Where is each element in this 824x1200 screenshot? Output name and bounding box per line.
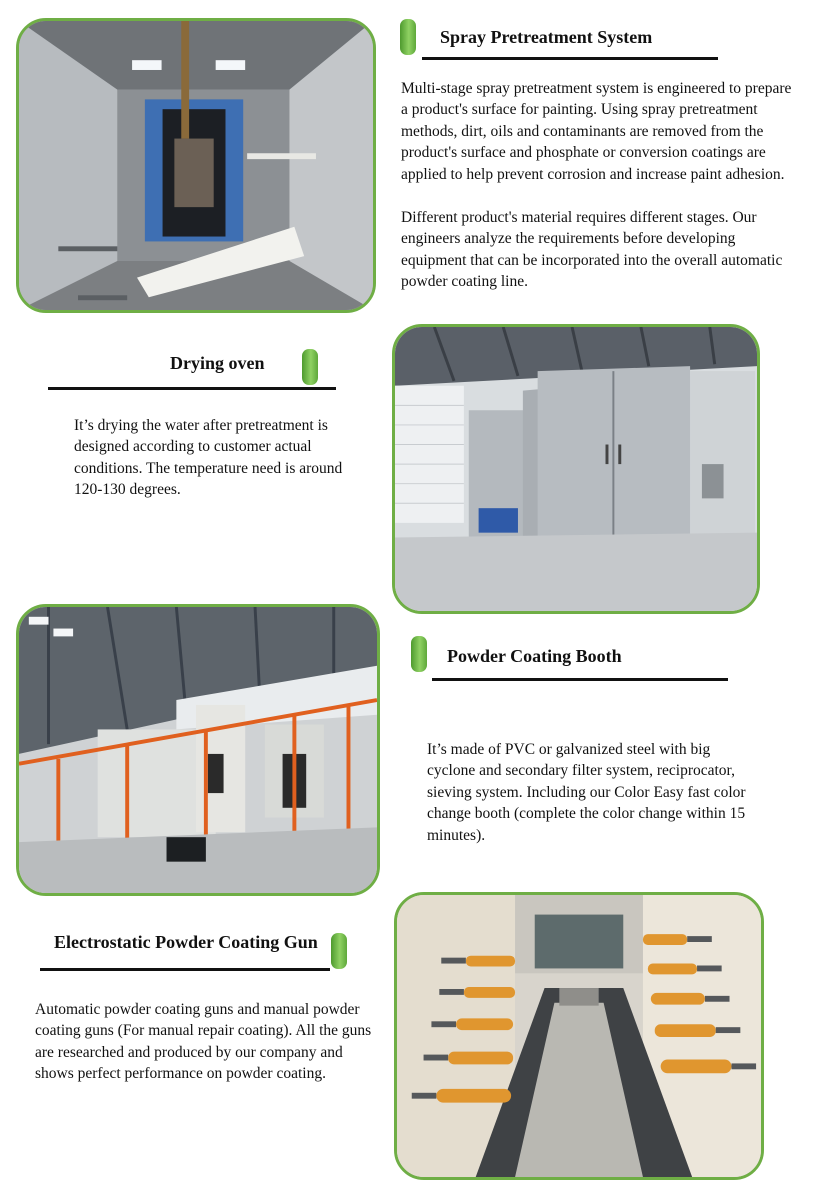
powder-coating-gun-rule [40,968,330,971]
drying-oven-marker [302,349,318,385]
powder-coating-gun-title: Electrostatic Powder Coating Gun [54,932,318,952]
powder-coating-booth-marker [411,636,427,672]
powder-coating-booth-title: Powder Coating Booth [447,646,622,666]
spray-pretreatment-text-1: Multi-stage spray pretreatment system is engineered to prepare a product's surface for painting. Using spray pretreatment methods, dirt, oils and contaminants are removed from the product's surface and phosphate or conversion coatings are applied to help prevent corrosion and increase paint adhesion. [401,80,792,183]
powder-coating-gun-photo [394,892,764,1180]
drying-oven-photo [392,324,760,614]
powder-coating-gun-marker [331,933,347,969]
drying-oven-text: It’s drying the water after pretreatment is designed according to customer actual conditions. The temperature need is around 120-130 degrees. [74,417,343,499]
spray-pretreatment-text-2: Different product's material requires different stages. Our engineers analyze the requirements before developing equipment that can be incorporated into the overall automatic powder coating line. [401,209,783,291]
powder-coating-booth-text: It’s made of PVC or galvanized steel with big cyclone and secondary filter system, reciprocator, sieving system. Including our Color Easy fast color change booth (complete the color change within 15 minutes). [427,741,746,844]
powder-coating-gun-text: Automatic powder coating guns and manual powder coating guns (For manual repair coating). All the guns are researched and produced by our company and shows perfect performance on powder coating. [35,1001,372,1083]
spray-pretreatment-photo [16,18,376,313]
drying-oven-rule [48,387,336,390]
drying-oven-title: Drying oven [170,353,265,373]
spray-pretreatment-rule [422,57,718,60]
powder-coating-booth-photo [16,604,380,896]
powder-coating-booth-rule [432,678,728,681]
spray-pretreatment-title: Spray Pretreatment System [440,27,653,47]
spray-pretreatment-marker [400,19,416,55]
